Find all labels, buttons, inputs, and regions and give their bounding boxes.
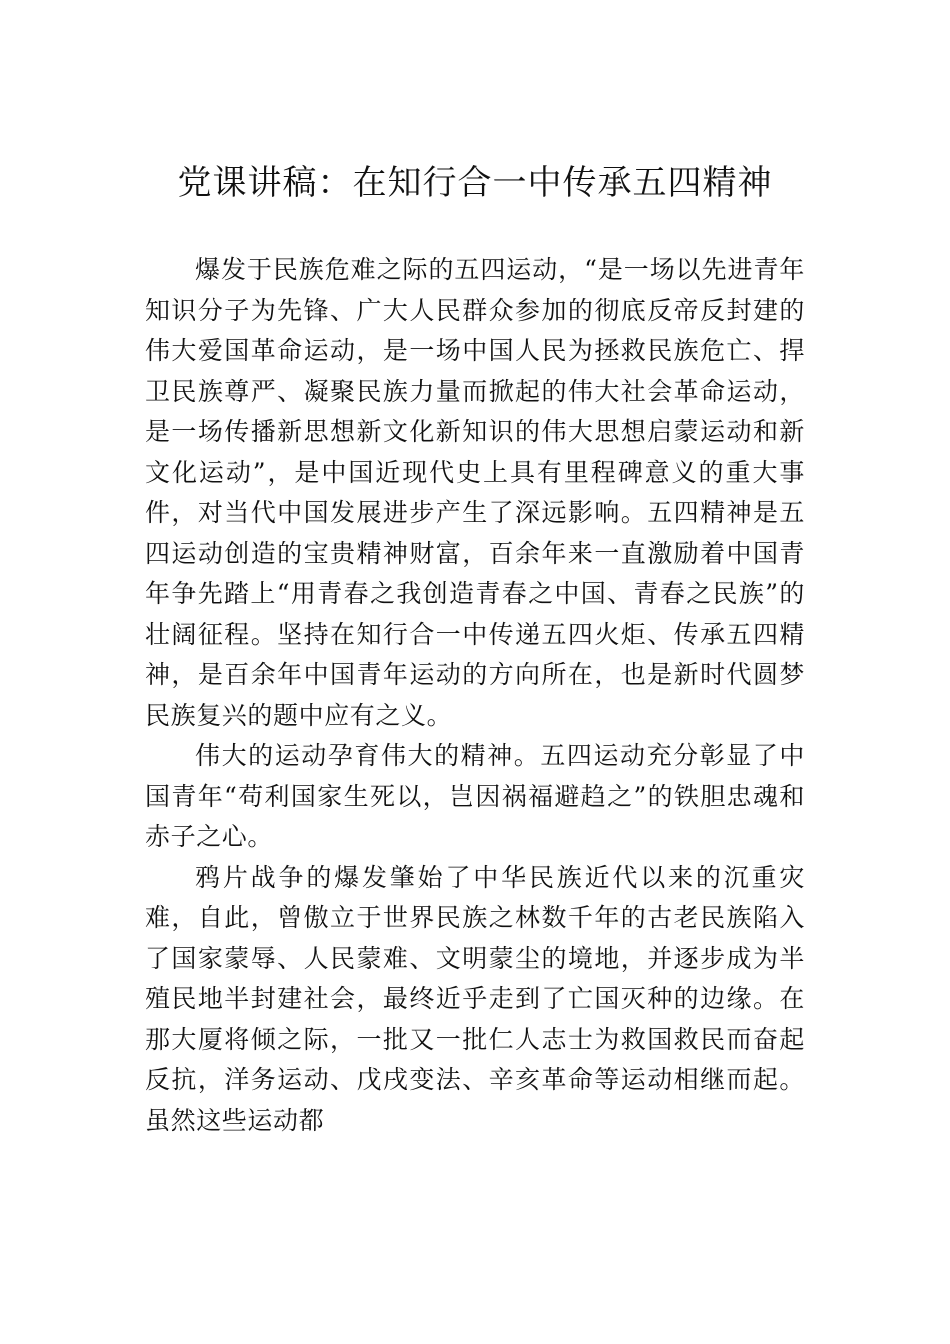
paragraph-3: 鸦片战争的爆发肇始了中华民族近代以来的沉重灾难，自此，曾傲立于世界民族之林数千年的古老民族陷入了国家蒙辱、人民蒙难、文明蒙尘的境地，并逐步成为半殖民地半封建社会，最终近乎走到了亡国灭种的边缘。在那大厦将倾之际，一批又一批仁人志士为救国救民而奋起反抗，洋务运动、戊戌变法、辛亥革命等运动相继而起。虽然这些运动都: [145, 862, 805, 1135]
page-title: 党课讲稿：在知行合一中传承五四精神: [177, 163, 773, 203]
document-body: [145, 250, 805, 1141]
paragraph-1: 爆发于民族危难之际的五四运动，“是一场以先进青年知识分子为先锋、广大人民群众参加的彻底反帝反封建的伟大爱国革命运动，是一场中国人民为拯救民族危亡、捍卫民族尊严、凝聚民族力量而掀起的伟大社会革命运动，是一场传播新思想新文化新知识的伟大思想启蒙运动和新文化运动”，是中国近现代史上具有里程碑意义的重大事件，对当代中国发展进步产生了深远影响。五四精神是五四运动创造的宝贵精神财富，百余年来一直激励着中国青年争先踏上“用青春之我创造青春之中国、青春之民族”的壮阔征程。坚持在知行合一中传递五四火炬、传承五四精神，是百余年中国青年运动的方向所在，也是新时代圆梦民族复兴的题中应有之义。: [145, 255, 805, 730]
paragraph-2: 伟大的运动孕育伟大的精神。五四运动充分彰显了中国青年“苟利国家生死以，岂因祸福避趋之”的铁胆忠魂和赤子之心。: [145, 741, 805, 851]
